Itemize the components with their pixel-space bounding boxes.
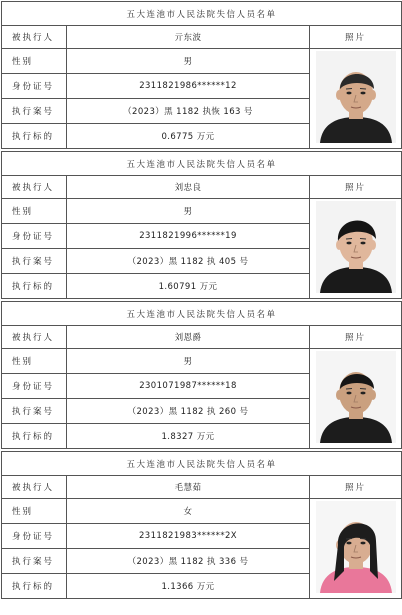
amount-value: 1.60791 万元: [67, 274, 310, 299]
photo-header: 照片: [310, 176, 402, 199]
gender-label: 性别: [2, 499, 67, 524]
id-value: 2301071987******18: [67, 374, 310, 399]
portrait-illustration: [316, 51, 396, 143]
case-value: （2023）黑 1182 执 336 号: [67, 549, 310, 574]
case-value: （2023）黑 1182 执 405 号: [67, 249, 310, 274]
photo-header: 照片: [310, 326, 402, 349]
record-title: 五大连池市人民法院失信人员名单: [2, 452, 402, 476]
record-title: 五大连池市人民法院失信人员名单: [2, 2, 402, 26]
case-label: 执行案号: [2, 549, 67, 574]
portrait-illustration: [316, 351, 396, 443]
id-label: 身份证号: [2, 374, 67, 399]
name-value: 刘忠良: [67, 176, 310, 199]
record-title: 五大连池市人民法院失信人员名单: [2, 302, 402, 326]
gender-value: 男: [67, 349, 310, 374]
gender-value: 男: [67, 199, 310, 224]
amount-value: 1.8327 万元: [67, 424, 310, 449]
name-value: 毛慧茹: [67, 476, 310, 499]
name-label: 被执行人: [2, 476, 67, 499]
record-table: [1, 1, 402, 149]
amount-value: 1.1366 万元: [67, 574, 310, 599]
amount-label: 执行标的: [2, 424, 67, 449]
amount-label: 执行标的: [2, 124, 67, 149]
gender-label: 性别: [2, 199, 67, 224]
name-value: 刘恩爵: [67, 326, 310, 349]
blacklist-page: [1, 1, 401, 613]
record-title: 五大连池市人民法院失信人员名单: [2, 152, 402, 176]
photo-cell: [310, 199, 402, 299]
portrait-photo: [316, 201, 396, 293]
portrait-photo: [316, 501, 396, 593]
record-table: [1, 301, 402, 449]
case-label: 执行案号: [2, 399, 67, 424]
photo-cell: [310, 49, 402, 149]
record-table: [1, 451, 402, 599]
gender-value: 男: [67, 49, 310, 74]
name-label: 被执行人: [2, 326, 67, 349]
name-value: 亓东波: [67, 26, 310, 49]
id-value: 2311821996******19: [67, 224, 310, 249]
gender-label: 性别: [2, 349, 67, 374]
gender-label: 性别: [2, 49, 67, 74]
amount-value: 0.6775 万元: [67, 124, 310, 149]
case-label: 执行案号: [2, 99, 67, 124]
portrait-photo: [316, 351, 396, 443]
id-value: 2311821983******2X: [67, 524, 310, 549]
portrait-illustration: [316, 501, 396, 593]
case-value: （2023）黑 1182 执 260 号: [67, 399, 310, 424]
photo-cell: [310, 499, 402, 599]
photo-header: 照片: [310, 26, 402, 49]
id-label: 身份证号: [2, 224, 67, 249]
case-value: （2023）黑 1182 执恢 163 号: [67, 99, 310, 124]
id-value: 2311821986******12: [67, 74, 310, 99]
gender-value: 女: [67, 499, 310, 524]
photo-header: 照片: [310, 476, 402, 499]
name-label: 被执行人: [2, 176, 67, 199]
amount-label: 执行标的: [2, 274, 67, 299]
portrait-illustration: [316, 201, 396, 293]
id-label: 身份证号: [2, 74, 67, 99]
records-container: [1, 1, 401, 599]
id-label: 身份证号: [2, 524, 67, 549]
amount-label: 执行标的: [2, 574, 67, 599]
case-label: 执行案号: [2, 249, 67, 274]
photo-cell: [310, 349, 402, 449]
portrait-photo: [316, 51, 396, 143]
name-label: 被执行人: [2, 26, 67, 49]
record-table: [1, 151, 402, 299]
